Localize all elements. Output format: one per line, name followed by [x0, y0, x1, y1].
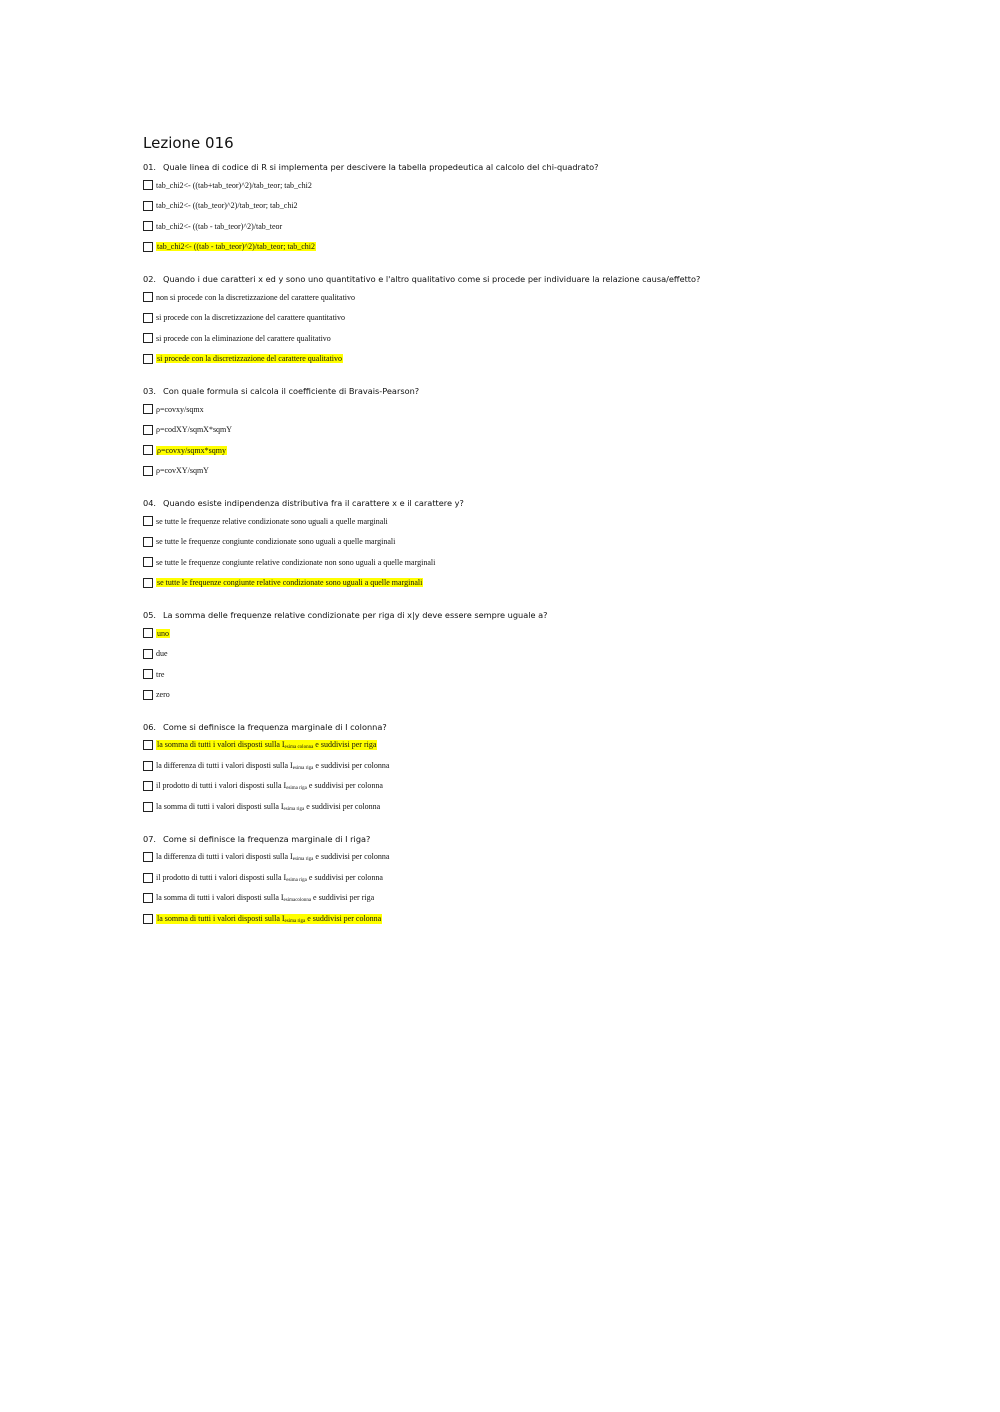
- answer-text-main: la somma di tutti i valori disposti sulla I: [156, 893, 284, 903]
- answer-option[interactable]: [143, 552, 923, 573]
- answer-checkbox[interactable]: [143, 180, 153, 190]
- question-text: Quando esiste indipendenza distributiva fra il carattere x e il carattere y?: [163, 498, 464, 508]
- answer-option[interactable]: [143, 573, 923, 594]
- answer-text-main: il prodotto di tutti i valori disposti sulla I: [156, 872, 287, 882]
- answer-text: zero: [156, 690, 170, 700]
- answer-text-end: e suddivisi per colonna: [305, 913, 382, 923]
- answer-option[interactable]: [143, 175, 923, 196]
- answer-checkbox[interactable]: [143, 649, 153, 659]
- answer-subscript: esimacolonna: [283, 898, 312, 904]
- answer-subscript: esima riga: [292, 857, 314, 863]
- answer-option[interactable]: [143, 196, 923, 217]
- answer-text: si procede con la discretizzazione del carattere quantitativo: [156, 313, 346, 323]
- answer-text: [156, 761, 389, 771]
- answer-text-main: la somma di tutti i valori disposti sulla I: [156, 801, 284, 811]
- question-heading: [143, 271, 923, 287]
- answer-option[interactable]: [143, 797, 923, 818]
- correct-answer-text: se tutte le frequenze congiunte relative condizionate sono uguali a quelle marginali: [157, 578, 423, 588]
- answer-text-main: la somma di tutti i valori disposti sulla I: [157, 913, 285, 923]
- question-number: 01.: [143, 162, 157, 172]
- answer-text: tab_chi2<- ((tab - tab_teor)^2)/tab_teor: [156, 221, 283, 231]
- answer-subscript: esima riga: [286, 786, 307, 792]
- answer-checkbox[interactable]: [143, 690, 153, 700]
- answer-checkbox[interactable]: [143, 578, 153, 588]
- answer-option[interactable]: [143, 328, 923, 349]
- answer-checkbox[interactable]: [143, 873, 153, 883]
- answer-checkbox[interactable]: [143, 221, 153, 231]
- question-heading: [143, 831, 923, 847]
- answer-text: due: [156, 649, 168, 659]
- correct-answer-text: [156, 740, 377, 750]
- correct-answer-text: ρ=covxy/sqmx*sqmy: [157, 445, 226, 455]
- question-2: [143, 271, 923, 369]
- answer-option[interactable]: [143, 461, 923, 482]
- question-number: 05.: [143, 610, 157, 620]
- question-text: Come si definisce la frequenza marginale di I riga?: [163, 834, 371, 844]
- answer-text: ρ=covXY/sqmY: [156, 466, 209, 476]
- answer-text-end: e suddivisi per colonna: [304, 801, 381, 811]
- question-1: [143, 159, 923, 257]
- correct-answer-text: [156, 914, 382, 924]
- answer-text: se tutte le frequenze congiunte relative condizionate non sono uguali a quelle marginali: [156, 557, 436, 567]
- correct-answer-text: tab_chi2<- ((tab - tab_teor)^2)/tab_teor; tab_chi2: [157, 242, 315, 252]
- question-text: Come si definisce la frequenza marginale di I colonna?: [163, 722, 387, 732]
- answer-text: non si procede con la discretizzazione del carattere qualitativo: [156, 292, 356, 302]
- answer-checkbox[interactable]: [143, 333, 153, 343]
- answer-option[interactable]: [143, 532, 923, 553]
- answer-text: tre: [156, 669, 165, 679]
- question-3: [143, 383, 923, 481]
- answer-checkbox[interactable]: [143, 242, 153, 252]
- answer-option[interactable]: [143, 440, 923, 461]
- answer-checkbox[interactable]: [143, 802, 153, 812]
- answer-option[interactable]: [143, 664, 923, 685]
- answer-option[interactable]: [143, 308, 923, 329]
- answer-checkbox[interactable]: [143, 354, 153, 364]
- question-heading: [143, 495, 923, 511]
- question-text: Con quale formula si calcola il coefficiente di Bravais-Pearson?: [163, 386, 420, 396]
- question-list: [143, 159, 923, 929]
- answer-checkbox[interactable]: [143, 852, 153, 862]
- answer-checkbox[interactable]: [143, 628, 153, 638]
- answer-option[interactable]: [143, 847, 923, 868]
- answer-checkbox[interactable]: [143, 893, 153, 903]
- answer-subscript: esima riga: [292, 765, 314, 771]
- answer-text-main: la differenza di tutti i valori disposti sulla I: [156, 760, 293, 770]
- question-5: [143, 607, 923, 705]
- answer-text-end: e suddivisi per colonna: [313, 760, 390, 770]
- answer-option[interactable]: [143, 349, 923, 370]
- answer-text: se tutte le frequenze congiunte condizionate sono uguali a quelle marginali: [156, 537, 396, 547]
- question-number: 03.: [143, 386, 157, 396]
- answer-option[interactable]: [143, 399, 923, 420]
- answer-option[interactable]: [143, 623, 923, 644]
- answer-subscript: esima colonna: [284, 745, 314, 751]
- question-heading: [143, 159, 923, 175]
- answer-text-main: la somma di tutti i valori disposti sulla I: [157, 740, 285, 750]
- answer-text: [156, 802, 380, 812]
- answer-checkbox[interactable]: [143, 781, 153, 791]
- answer-checkbox[interactable]: [143, 425, 153, 435]
- answer-checkbox[interactable]: [143, 669, 153, 679]
- answer-text: ρ=covxy/sqmx: [156, 404, 204, 414]
- answer-text: tab_chi2<- ((tab_teor)^2)/tab_teor; tab_chi2: [156, 201, 298, 211]
- question-number: 07.: [143, 834, 157, 844]
- answer-option[interactable]: [143, 909, 923, 930]
- answer-text: se tutte le frequenze relative condizionate sono uguali a quelle marginali: [156, 516, 388, 526]
- question-number: 02.: [143, 274, 157, 284]
- answer-text-main: il prodotto di tutti i valori disposti sulla I: [156, 781, 287, 791]
- answer-checkbox[interactable]: [143, 516, 153, 526]
- answer-text: [156, 873, 383, 883]
- question-heading: [143, 719, 923, 735]
- question-text: Quale linea di codice di R si implementa per descivere la tabella propedeutica al calcolo del chi-quadrato?: [163, 162, 599, 172]
- question-text: La somma delle frequenze relative condizionate per riga di x|y deve essere sempre uguale a?: [163, 610, 548, 620]
- answer-option[interactable]: [143, 216, 923, 237]
- answer-text-end: e suddivisi per riga: [311, 893, 375, 903]
- question-number: 04.: [143, 498, 157, 508]
- answer-subscript: esima riga: [286, 877, 307, 883]
- answer-option[interactable]: [143, 756, 923, 777]
- answer-option[interactable]: [143, 511, 923, 532]
- answer-checkbox[interactable]: [143, 740, 153, 750]
- answer-option[interactable]: [143, 287, 923, 308]
- answer-option[interactable]: [143, 420, 923, 441]
- answer-checkbox[interactable]: [143, 761, 153, 771]
- document-page: [143, 133, 923, 943]
- answer-checkbox[interactable]: [143, 537, 153, 547]
- answer-checkbox[interactable]: [143, 914, 153, 924]
- answer-text: si procede con la eliminazione del carattere qualitativo: [156, 333, 331, 343]
- answer-checkbox[interactable]: [143, 445, 153, 455]
- answer-text: [156, 893, 374, 903]
- page-title: Lezione 016: [143, 134, 234, 152]
- correct-answer-text: si procede con la discretizzazione del carattere qualitativo: [157, 354, 343, 364]
- question-heading: [143, 383, 923, 399]
- answer-text: ρ=codXY/sqmX*sqmY: [156, 425, 233, 435]
- answer-option[interactable]: [143, 644, 923, 665]
- answer-text: [156, 781, 383, 791]
- question-6: [143, 719, 923, 817]
- answer-checkbox[interactable]: [143, 404, 153, 414]
- answer-option[interactable]: [143, 776, 923, 797]
- question-7: [143, 831, 923, 929]
- answer-text-end: e suddivisi per riga: [313, 740, 377, 750]
- answer-subscript: esima riga: [284, 918, 306, 924]
- answer-option[interactable]: [143, 868, 923, 889]
- answer-option[interactable]: [143, 685, 923, 706]
- question-number: 06.: [143, 722, 157, 732]
- answer-option[interactable]: [143, 735, 923, 756]
- answer-text-end: e suddivisi per colonna: [306, 781, 383, 791]
- answer-checkbox[interactable]: [143, 201, 153, 211]
- answer-option[interactable]: [143, 237, 923, 258]
- answer-option[interactable]: [143, 888, 923, 909]
- answer-text-main: la differenza di tutti i valori disposti sulla I: [156, 852, 293, 862]
- answer-text: [156, 852, 389, 862]
- answer-text-end: e suddivisi per colonna: [306, 872, 383, 882]
- answer-text: tab_chi2<- ((tab+tab_teor)^2)/tab_teor; tab_chi2: [156, 180, 312, 190]
- answer-checkbox[interactable]: [143, 466, 153, 476]
- question-heading: [143, 607, 923, 623]
- answer-checkbox[interactable]: [143, 557, 153, 567]
- answer-text-end: e suddivisi per colonna: [313, 852, 390, 862]
- answer-checkbox[interactable]: [143, 313, 153, 323]
- question-text: Quando i due caratteri x ed y sono uno quantitativo e l'altro qualitativo come si procede per individuare la relazione causa/effetto?: [163, 274, 701, 284]
- answer-subscript: esima riga: [283, 806, 305, 812]
- answer-checkbox[interactable]: [143, 292, 153, 302]
- question-4: [143, 495, 923, 593]
- correct-answer-text: uno: [157, 628, 169, 638]
